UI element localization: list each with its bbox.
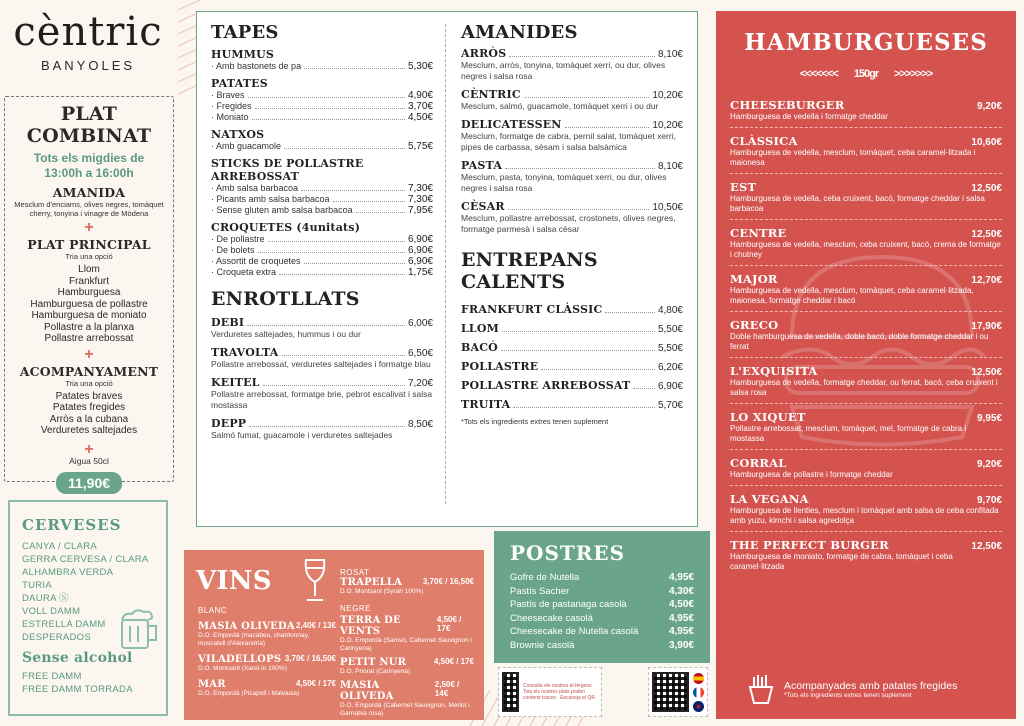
hamburgueses-title: HAMBURGUESES (744, 29, 988, 56)
postres-title: POSTRES (510, 541, 626, 565)
column-divider (445, 24, 446, 504)
uk-flag-icon[interactable] (693, 701, 704, 712)
footer-note: *Tots els ingredients extres tenen suplement (784, 691, 912, 699)
plat-when-line-1: Tots els migdies de (33, 151, 145, 165)
entrepans-title: ENTREPANS CALENTS (461, 249, 598, 293)
menu-item: · Braves 4,90€ (211, 90, 433, 101)
dessert-item: Brownie casolà 3,90€ (510, 639, 694, 651)
plat-side-name: ACOMPANYAMENT (19, 363, 159, 379)
wine-item: VILADELLOPS 3,70€ / 16,50€ D.O. Montsant (Xarel·lo 100%) (198, 654, 336, 672)
beer-item: VOLL DAMM (22, 606, 81, 617)
dessert-item: Gofre de Nutella 4,95€ (510, 572, 694, 583)
beer-item: DAURA Ⓢ (22, 593, 69, 604)
postres-card (494, 531, 710, 663)
sandwich-item: LLOM 5,50€ (461, 322, 683, 335)
plat-main-item: Pollastre a la planxa (43, 321, 135, 333)
sandwich-item: FRANKFURT CLÀSSIC 4,80€ (461, 303, 683, 316)
brand-town: BANYOLES (40, 58, 136, 73)
menu-item: · Amb salsa barbacoa 7,30€ (211, 183, 433, 194)
dessert-item: Cheesecake de Nutella casolà 4,95€ (510, 626, 694, 637)
brand-block (2, 10, 174, 73)
vins-title: VINS (196, 566, 272, 596)
wrap-item: TRAVOLTA 6,50€ Pollastre arrebossat, verduretes saltejades i formatge blau (211, 346, 433, 369)
vins-rosat-negre: ROSAT TRAPELLA 3,70€ / 16,50€ D.O. Montsant (Syrah 100%) NEGRE TERRA DE VENTS 4,50€ / 17€ D.O. Empordà (Samsó, Cabernet Sauvignon i Carinyena) PETIT NUR 4,50€ / 17€ D.O. Priorat (Carinyena) MASIA OLIVEDA 2,50€ / 14€ D.O. Empordà (Cabernet Sauvignon, Merlot i Garnatxa rosa) (340, 568, 474, 717)
salad-item: CÈSAR 10,50€ Mesclum, pollastre arrebossat, crostonets, olives negres, formatge parmesà i salsa cèsar (461, 200, 683, 234)
beer-item: ESTRELLA DAMM (22, 619, 106, 630)
france-flag-icon[interactable] (693, 687, 704, 698)
language-flags (693, 673, 704, 712)
footer-text: Acompanyades amb patates fregides (784, 679, 958, 692)
sandwich-item: TRUITA 5,70€ (461, 398, 683, 411)
qr-code-icon[interactable] (652, 672, 689, 712)
plat-main-name: PLAT PRINCIPAL (27, 237, 151, 252)
wine-item: TRAPELLA 3,70€ / 16,50€ D.O. Montsant (Syrah 100%) (340, 577, 474, 595)
qr-code-icon[interactable] (502, 672, 519, 712)
menu-item: · Assortit de croquetes 6,90€ (211, 256, 433, 267)
plat-combinat-card (4, 96, 174, 491)
plat-price-badge: 11,90€ (56, 472, 122, 494)
plus-icon: + (84, 219, 94, 236)
burger-item: CORRAL 9,20€ Hamburguesa de pollastre i formatge cheddar (730, 456, 1002, 479)
plat-side-list (5, 391, 173, 437)
burger-item: LA VEGANA 9,70€ Hamburguesa de llenties, mesclum i tomàquet amb salsa de ceba confitada amb yuzu, kimchi i salsa agredolça (730, 492, 1002, 525)
tapa-heading: NATXOS (211, 128, 265, 141)
menu-item: · Moniato 4,50€ (211, 112, 433, 123)
main-menu-card (196, 11, 698, 527)
sandwich-item: POLLASTRE 6,20€ (461, 360, 683, 373)
tapes-column (211, 22, 433, 441)
dessert-item: Pastís Sacher 4,30€ (510, 585, 694, 597)
beer-mug-icon (116, 608, 162, 652)
wine-item: MASIA OLIVEDA 2,50€ / 14€ D.O. Empordà (Cabernet Sauvignon, Merlot i Garnatxa rosa) (340, 680, 470, 717)
extras-note: *Tots els ingredients extres tenen suplement (461, 417, 609, 426)
salad-item: PASTA 8,10€ Mesclum, pasta, tonyina, tomàquet xerri, ou dur, olives negres i salsa rosa (461, 159, 683, 193)
beer-item: TURIA (22, 580, 52, 591)
beer-item: FREE DAMM (22, 671, 82, 682)
tapa-heading: HUMMUS (211, 48, 275, 61)
allergens-qr-card[interactable] (498, 667, 602, 717)
plat-side-item: Patates braves (55, 390, 123, 402)
salad-item: DELICATESSEN 10,20€ Mesclum, formatge de cabra, pernil salat, tomàquet xerri, pipes de carbassa, sèsam i salsa balsàmica (461, 118, 683, 152)
burger-item: CHEESEBURGER 9,20€ Hamburguesa de vedella i formatge cheddar (730, 98, 1002, 121)
dessert-item: Cheesecake casolà 4,95€ (510, 612, 694, 624)
burger-item: MAJOR 12,70€ Hamburguesa de vedella, mesclum, tomàquet, ceba caramel·litzada, maionesa, formatge cheddar i bacó (730, 272, 1002, 305)
plat-side-item: Verduretes saltejades (40, 425, 138, 436)
burger-item: CENTRE 12,50€ Hamburguesa de vedella, mesclum, ceba cruixent, bacó, crema de formatge i chutney (730, 226, 1002, 259)
wine-item: TERRA DE VENTS 4,50€ / 17€ D.O. Empordà (Samsó, Cabernet Sauvignon i Carinyena) (340, 615, 472, 652)
salad-item: ARRÒS 8,10€ Mesclum, arròs, tonyina, tomàquet xerri, ou dur, olives negres i salsa rosa (461, 47, 683, 81)
burger-item: L'EXQUISITA 12,50€ Hamburguesa de vedella, formatge cheddar, ou ferrat, bacó, ceba cruixent i salsa rosa (730, 364, 1002, 397)
wine-glass-icon (298, 558, 332, 602)
menu-item: · Croqueta extra 1,75€ (211, 267, 433, 278)
vins-card (184, 550, 484, 720)
qr-caption: Consulta els nostres al·lèrgens · Tots els nostres plats poden contenir traces · Escaneja el QR (522, 683, 595, 701)
menu-item: · De bolets 6,90€ (211, 245, 433, 256)
plus-icon: + (84, 345, 94, 363)
plus-icon: + (84, 440, 94, 458)
menu-item: · Sense gluten amb salsa barbacoa 7,95€ (211, 205, 433, 216)
vins-blanc: BLANC MASIA OLIVEDA 2,40€ / 13€ D.O. Empordà (macabeu, chardonnay, moscatell d'Alexandria) VILADELLOPS 3,70€ / 16,50€ D.O. Montsant (Xarel·lo 100%) MAR 4,50€ / 17€ D.O. Empordà (Picapoll i Malvasia) (198, 606, 336, 697)
sense-alcohol-title: Sense alcohol (22, 650, 133, 666)
plat-main-item: Frankfurt (68, 275, 109, 287)
menu-item: · De pollastre 6,90€ (211, 234, 433, 245)
hamburgueses-card (716, 11, 1016, 719)
plat-side-item: Patates fregides (52, 402, 126, 413)
tapa-heading: STICKS DE POLLASTRE ARREBOSSAT (211, 157, 364, 183)
beer-item: CANYA / CLARA (22, 541, 97, 552)
burger-item: EST 12,50€ Hamburguesa de vedella, ceba cruixent, bacó, formatge cheddar i salsa barbacoa (730, 180, 1002, 213)
beer-item: DESPERADOS (22, 632, 91, 643)
beer-item: GERRA CERVESA / CLARA (22, 554, 149, 565)
wrap-item: KEITEL 7,20€ Pollastre arrebossat, formatge brie, pebrot escalivat i salsa mostassa (211, 376, 433, 410)
plat-main-list (5, 264, 173, 345)
menu-item: · Amb guacamole 5,75€ (211, 141, 433, 152)
menu-item: · Fregides 3,70€ (211, 101, 433, 112)
amanides-title: AMANIDES (461, 22, 578, 43)
burger-item: THE PERFECT BURGER 12,50€ Hamburguesa de moniato, formatge de cabra, tomàquet i ceba caramel·litzada (730, 538, 1002, 571)
enrotllats-title: ENROTLLATS (211, 288, 360, 310)
cerveses-card (8, 500, 168, 716)
burger-item: LO XIQUET 9,95€ Pollastre arrebossat, mesclum, tomàquet, mel, formatge de cabra i mostassa (730, 410, 1002, 443)
sandwich-item: BACÓ 5,50€ (461, 341, 683, 354)
beer-item: ALHAMBRA VERDA (22, 567, 114, 578)
brand-logo: cèntric (13, 9, 163, 55)
amanides-column (461, 22, 683, 426)
language-qr-card[interactable] (648, 667, 708, 717)
menu-item: · Amb bastonets de pa 5,30€ (211, 61, 433, 72)
tapa-heading: PATATES (211, 77, 268, 90)
plat-side-item: Arròs a la cubana (49, 413, 129, 425)
weight-line: <<<<<<< 150gr >>>>>>> (799, 68, 933, 80)
wine-item: MASIA OLIVEDA 2,40€ / 13€ D.O. Empordà (macabeu, chardonnay, moscatell d'Alexandria) (198, 621, 336, 647)
wine-item: PETIT NUR 4,50€ / 17€ D.O. Priorat (Carinyena) (340, 657, 474, 675)
plat-starter-desc: Mesclum d'enciams, olives negres, tomàquet cherry, tonyina i vinagre de Mòdena (14, 200, 164, 218)
dessert-item: Pastís de pastanaga casolà 4,50€ (510, 599, 694, 610)
plat-main-item: Hamburguesa de moniato (31, 310, 147, 321)
plat-main-note: Tria una opció (65, 252, 113, 261)
plat-side-note: Tria una opció (65, 378, 113, 388)
menu-item: · Picants amb salsa barbacoa 7,30€ (211, 194, 433, 205)
burger-list (730, 98, 1002, 572)
plat-main-item: Pollastre arrebossat (44, 333, 134, 344)
plat-main-item: Hamburguesa (57, 287, 121, 298)
wine-item: MAR 4,50€ / 17€ D.O. Empordà (Picapoll i Malvasia) (198, 679, 336, 697)
plat-main-item: Hamburguesa de pollastre (30, 298, 148, 310)
sandwich-item: POLLASTRE ARREBOSSAT 6,90€ (461, 379, 683, 392)
beer-item: FREE DAMM TORRADA (22, 684, 133, 695)
tapes-title: TAPES (211, 22, 279, 43)
wrap-item: DEBI 6,00€ Verduretes saltejades, hummus i ou dur (211, 316, 433, 339)
spain-flag-icon[interactable] (693, 673, 704, 684)
salad-item: CÈNTRIC 10,20€ Mesclum, salmó, guacamole, tomàquet xerri i ou dur (461, 88, 683, 111)
burger-item: CLÀSSICA 10,60€ Hamburguesa de vedella, mesclum, tomàquet, ceba caramel·litzada i maionesa (730, 134, 1002, 167)
plat-drink: Aigua 50cl (69, 455, 109, 466)
plat-title: PLAT COMBINAT (26, 103, 152, 147)
plat-when-line-2: 13:00h a 16:00h (44, 166, 134, 180)
fries-icon (748, 673, 774, 705)
burger-item: GRECO 17,90€ Doble hamburguesa de vedella, doble bacó, doble formatge cheddar i ou ferrat (730, 318, 1002, 351)
cerveses-title: CERVESES (22, 516, 122, 534)
burger-footer (748, 673, 1002, 705)
plat-main-item: Llom (78, 264, 100, 275)
plat-starter-name: AMANIDA (52, 185, 126, 200)
tapa-heading: CROQUETES (4unitats) (211, 221, 361, 234)
wrap-item: DEPP 8,50€ Salmó fumat, guacamole i verduretes saltejades (211, 417, 433, 440)
